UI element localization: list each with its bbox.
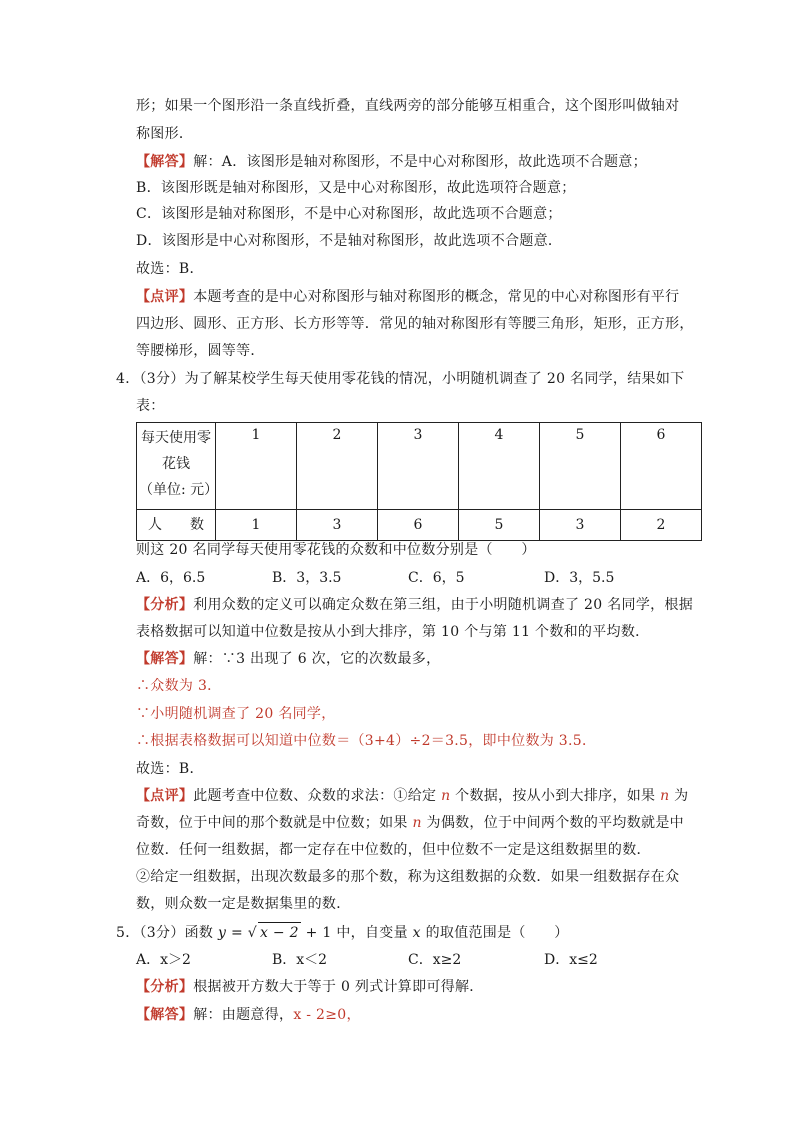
review-line: 等腰梯形，圆等等．	[136, 343, 265, 359]
answer-line: C．该图形是轴对称图形，不是中心对称图形，故此选项不合题意；	[136, 206, 562, 222]
radicand: x − 2	[258, 922, 301, 943]
table-cell: 3	[378, 423, 459, 510]
option-a: A．x＞2	[136, 952, 191, 968]
analysis-text: 利用众数的定义可以确定众数在第三组，由于小明随机调查了 20 名同学，根据	[193, 597, 694, 613]
equals-sign: =	[226, 925, 248, 941]
table-cell: 5	[459, 510, 540, 541]
func-y: y	[217, 925, 227, 941]
analysis-line	[136, 595, 693, 615]
question-stem: 5．（3分）函数 y = √ x − 2 + 1 中，自变量 x 的取值范围是（ ）	[116, 922, 569, 943]
review-text: 为	[669, 788, 689, 804]
answer-line	[136, 649, 440, 669]
analysis-text: 根据被开方数大于等于 0 列式计算即可得解．	[193, 979, 484, 995]
option-d: D．3，5.5	[544, 570, 615, 586]
answer-condition: x - 2≥0，	[293, 1007, 361, 1023]
table-cell: 1	[216, 423, 297, 510]
text-line: 形；如果一个图形沿一条直线折叠，直线两旁的部分能够互相重合，这个图形叫做轴对	[136, 98, 680, 114]
stem-text: + 1 中，自变量	[300, 925, 413, 941]
table-cell: 4	[459, 423, 540, 510]
header-text: （单位: 元）	[139, 482, 219, 498]
review-text: 本题考查的是中心对称图形与轴对称图形的概念，常见的中心对称图形有平行	[193, 289, 680, 305]
table-header-cell	[137, 423, 219, 510]
analysis-tag: 【分析】	[136, 979, 194, 995]
answer-line	[136, 1005, 361, 1025]
review-text: 奇数，位于中间的那个数就是中位数；如果	[136, 815, 413, 831]
stem-text: 的取值范围是（ ）	[420, 925, 569, 941]
answer-tag: 【解答】	[136, 1007, 194, 1023]
table-cell: 3	[540, 510, 621, 541]
answer-line: B．该图形既是轴对称图形，又是中心对称图形，故此选项符合题意；	[136, 180, 576, 196]
text-line: 称图形．	[136, 126, 194, 142]
review-line	[136, 786, 688, 806]
question-text: 则这 20 名同学每天使用零花钱的众数和中位数分别是（ ）	[136, 542, 536, 558]
review-text: 为偶数，位于中间两个数的平均数就是中	[421, 815, 684, 831]
table-cell: 2	[621, 510, 702, 541]
answer-tag: 【解答】	[136, 651, 194, 667]
var-x: x	[412, 925, 421, 941]
review-tag: 【点评】	[136, 289, 194, 305]
answer-line	[136, 152, 647, 172]
answer-line: ∵小明随机调查了 20 名同学，	[136, 706, 336, 722]
options-row	[136, 950, 680, 970]
analysis-line: 表格数据可以知道中位数是按从小到大排序，第 10 个与第 11 个数和的平均数．	[136, 624, 650, 640]
review-text: 此题考查中位数、众数的求法：①给定	[193, 788, 442, 804]
review-line	[136, 287, 679, 307]
question-stem: 表：	[136, 398, 165, 414]
answer-line: ∴根据表格数据可以知道中位数＝（3+4）÷2＝3.5，即中位数为 3.5．	[136, 733, 597, 749]
analysis-tag: 【分析】	[136, 597, 194, 613]
variable-n: n	[441, 788, 451, 804]
choice-line: 故选：B．	[136, 261, 204, 277]
review-text: 个数据，按从小到大排序，如果	[450, 788, 661, 804]
variable-n: n	[412, 815, 422, 831]
header-text: 每天使用零	[141, 430, 211, 446]
question-stem: 4．（3分）为了解某校学生每天使用零花钱的情况，小明随机调查了 20 名同学，结果如下	[116, 371, 685, 387]
table-cell: 1	[216, 510, 297, 541]
stem-text: 5．（3分）函数	[116, 925, 218, 941]
table-cell: 3	[297, 510, 378, 541]
table-header-cell: 人 数	[137, 510, 216, 541]
options-row	[136, 568, 680, 588]
review-line	[136, 813, 684, 833]
variable-n: n	[660, 788, 670, 804]
answer-text: 解：A．该图形是轴对称图形，不是中心对称图形，故此选项不合题意；	[193, 154, 647, 170]
table-cell: 5	[540, 423, 621, 510]
choice-line: 故选：B．	[136, 761, 204, 777]
option-a: A．6，6.5	[136, 570, 206, 586]
review-line: 四边形、圆形、正方形、长方形等等．常见的轴对称图形有等腰三角形，矩形，正方形，	[136, 316, 694, 332]
table-row	[137, 510, 702, 541]
answer-line: D．该图形是中心对称图形，不是轴对称图形，故此选项不合题意．	[136, 233, 563, 249]
option-d: D．x≤2	[544, 952, 598, 968]
review-line: 位数．任何一组数据，都一定存在中位数的，但中位数不一定是这组数据里的数．	[136, 842, 651, 858]
table-cell: 6	[621, 423, 702, 510]
review-tag: 【点评】	[136, 788, 194, 804]
option-b: B．3，3.5	[272, 570, 342, 586]
answer-text: 解：∵3 出现了 6 次，它的次数最多，	[193, 651, 441, 667]
review-line: 数，则众数一定是数据集里的数．	[136, 896, 351, 912]
answer-tag: 【解答】	[136, 154, 194, 170]
review-line: ②给定一组数据，出现次数最多的那个数，称为这组数据的众数．如果一组数据存在众	[136, 869, 680, 885]
table-cell: 6	[378, 510, 459, 541]
answer-text: 解：由题意得，	[193, 1007, 294, 1023]
answer-line: ∴众数为 3．	[136, 678, 222, 694]
option-c: C．6，5	[408, 570, 465, 586]
data-table	[136, 422, 702, 541]
header-text: 花钱	[162, 456, 190, 472]
table-cell: 2	[297, 423, 378, 510]
option-b: B．x＜2	[272, 952, 328, 968]
option-c: C．x≥2	[408, 952, 462, 968]
table-row	[137, 423, 702, 510]
analysis-line	[136, 977, 484, 997]
